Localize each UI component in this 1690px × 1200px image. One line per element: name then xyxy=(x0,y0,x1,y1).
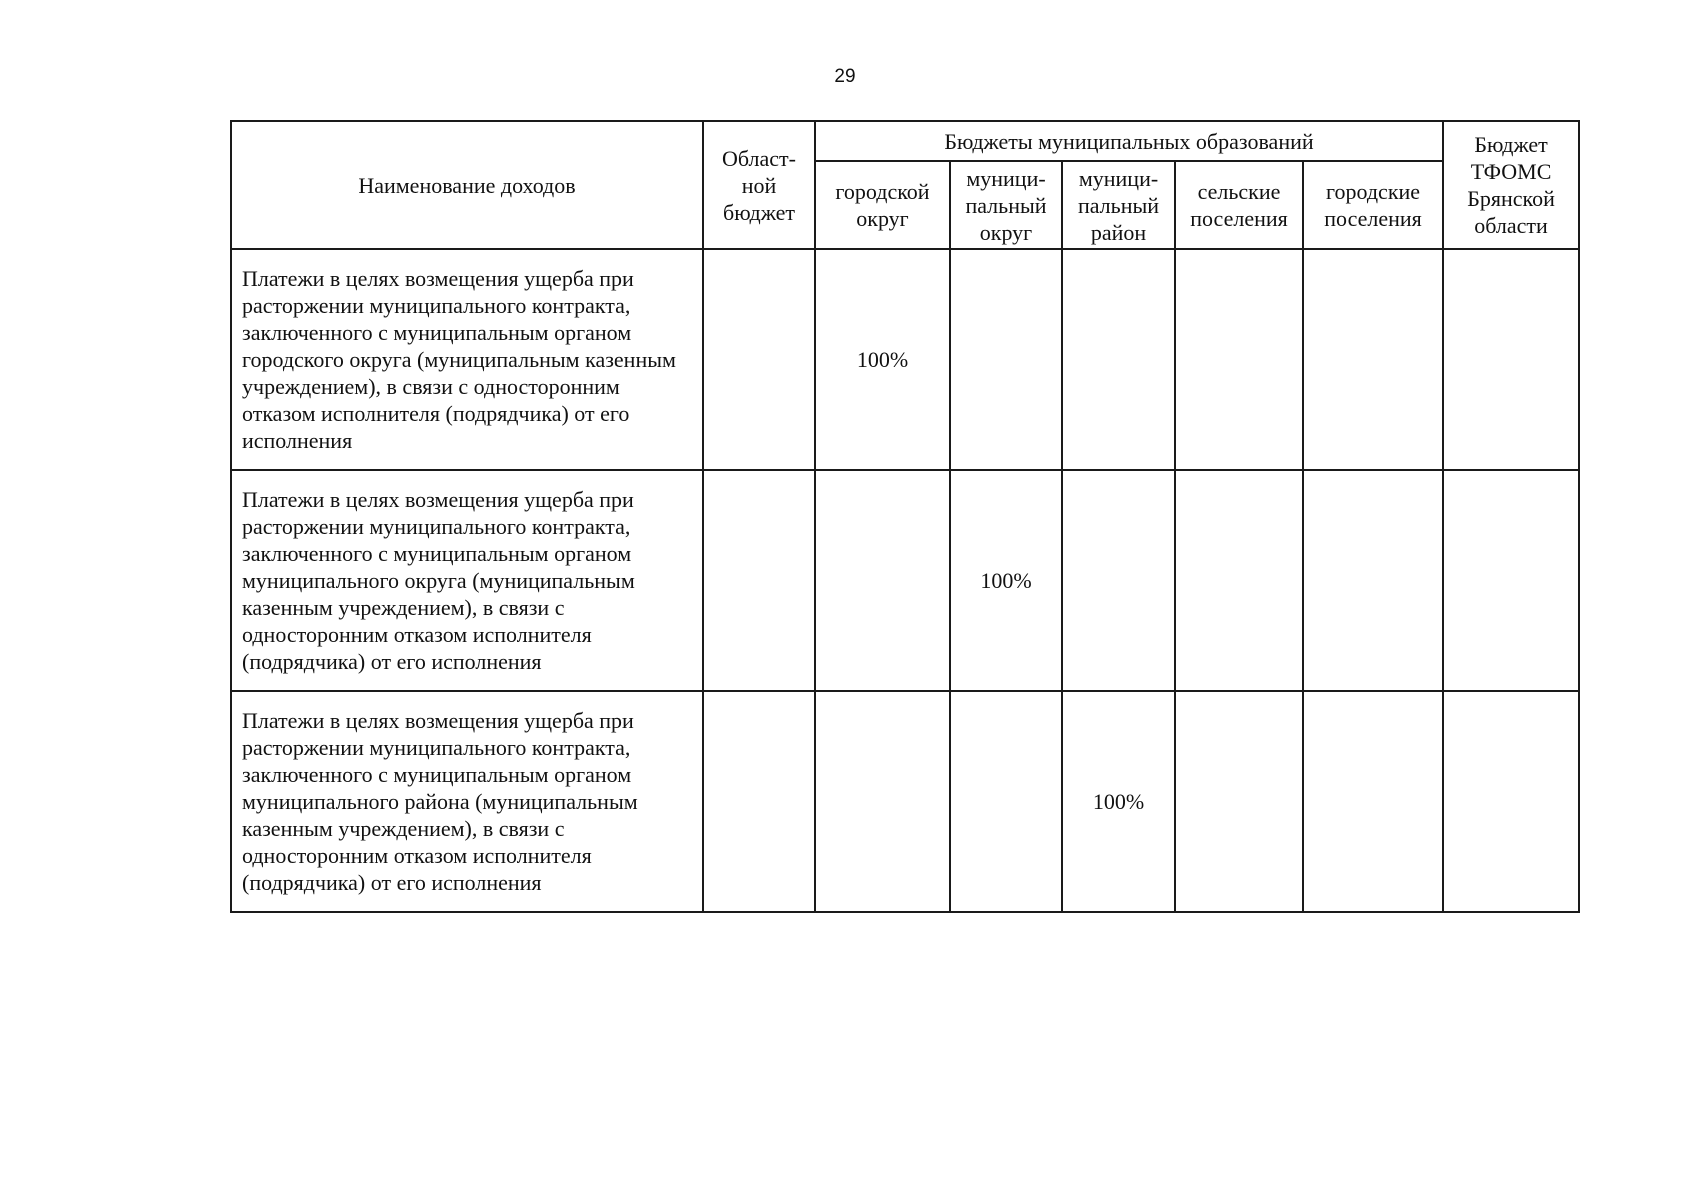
rural-settlements-cell xyxy=(1175,249,1303,470)
header-urban-settlements: городские поселения xyxy=(1303,161,1443,249)
regional-budget-cell xyxy=(703,691,815,912)
header-rural-settlements: сельские поселения xyxy=(1175,161,1303,249)
municipal-district-cell xyxy=(950,249,1062,470)
municipal-region-cell xyxy=(1062,249,1175,470)
municipal-district-cell xyxy=(950,691,1062,912)
header-municipal-district: муници- пальный округ xyxy=(950,161,1062,249)
header-regional-budget: Област- ной бюджет xyxy=(703,121,815,249)
municipal-region-cell: 100% xyxy=(1062,691,1175,912)
tfoms-budget-cell xyxy=(1443,691,1579,912)
urban-settlements-cell xyxy=(1303,249,1443,470)
header-tfoms-budget: Бюджет ТФОМС Брянской области xyxy=(1443,121,1579,249)
revenue-name-cell: Платежи в целях возмещения ущерба при расторжении муниципального контракта, заключенного с муниципальным органом муниципального района (муниципальным казенным учреждением), в связи с односторонним отказом исполнителя (подрядчика) от его исполнения xyxy=(231,691,703,912)
header-city-district: городской округ xyxy=(815,161,950,249)
table-row xyxy=(231,249,1579,470)
tfoms-budget-cell xyxy=(1443,249,1579,470)
urban-settlements-cell xyxy=(1303,691,1443,912)
regional-budget-cell xyxy=(703,470,815,691)
page-number: 29 xyxy=(834,66,856,87)
urban-settlements-cell xyxy=(1303,470,1443,691)
city-district-cell: 100% xyxy=(815,249,950,470)
revenue-name-cell: Платежи в целях возмещения ущерба при расторжении муниципального контракта, заключенного с муниципальным органом муниципального округа (муниципальным казенным учреждением), в связи с односторонним отказом исполнителя (подрядчика) от его исполнения xyxy=(231,470,703,691)
header-municipal-region: муници- пальный район xyxy=(1062,161,1175,249)
rural-settlements-cell xyxy=(1175,470,1303,691)
revenue-name-cell: Платежи в целях возмещения ущерба при расторжении муниципального контракта, заключенного с муниципальным органом городского округа (муниципальным казенным учреждением), в связи с односторонним отказом исполнителя (подрядчика) от его исполнения xyxy=(231,249,703,470)
table-row xyxy=(231,470,1579,691)
revenue-distribution-table xyxy=(230,120,1580,913)
header-municipal-budgets: Бюджеты муниципальных образований xyxy=(815,121,1443,161)
regional-budget-cell xyxy=(703,249,815,470)
table-row xyxy=(231,691,1579,912)
municipal-region-cell xyxy=(1062,470,1175,691)
city-district-cell xyxy=(815,691,950,912)
tfoms-budget-cell xyxy=(1443,470,1579,691)
municipal-district-cell: 100% xyxy=(950,470,1062,691)
city-district-cell xyxy=(815,470,950,691)
rural-settlements-cell xyxy=(1175,691,1303,912)
header-revenue-name: Наименование доходов xyxy=(231,121,703,249)
